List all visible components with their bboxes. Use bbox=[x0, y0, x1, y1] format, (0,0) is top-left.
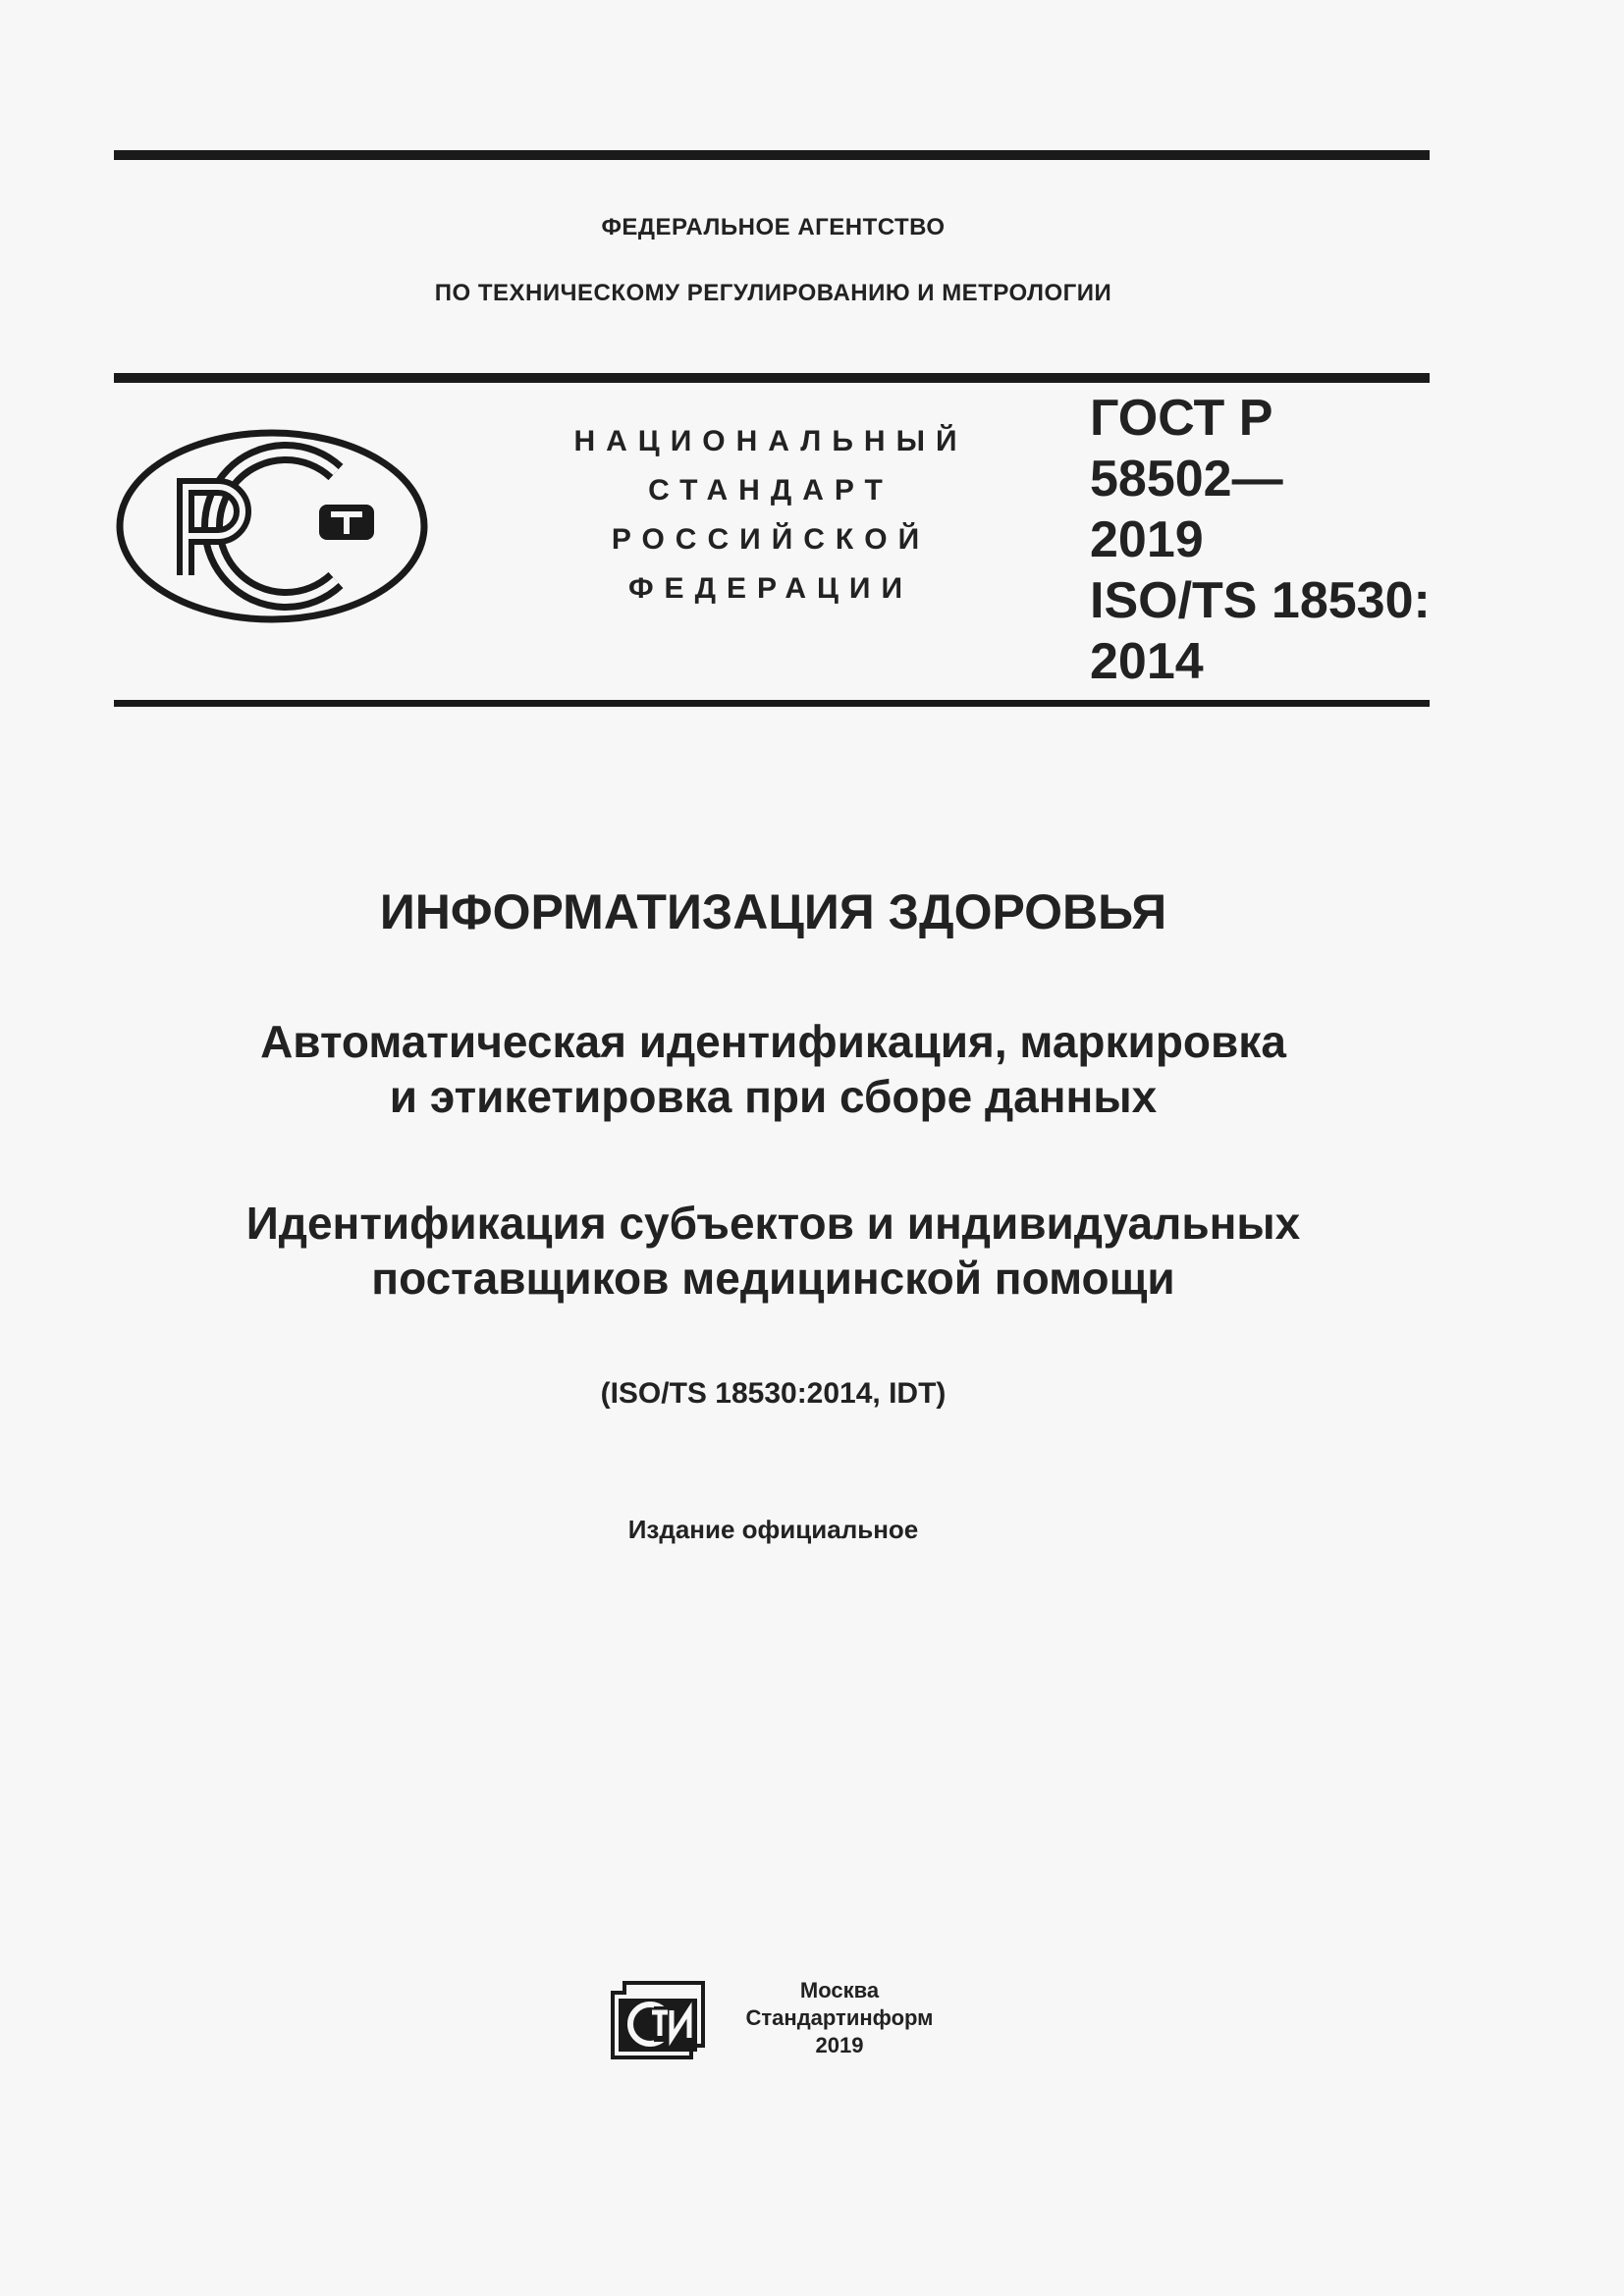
subtitle-2-line-1: Идентификация субъектов и индивидуальных bbox=[245, 1198, 1301, 1249]
publisher-block bbox=[722, 1977, 957, 2059]
designation-line: ISO/TS 18530: bbox=[1090, 572, 1431, 629]
edition-label: Издание официальное bbox=[627, 1515, 919, 1544]
designation-line: 2014 bbox=[1090, 633, 1204, 690]
subtitle-2 bbox=[0, 1196, 1546, 1306]
gost-r-certification-mark-icon bbox=[115, 428, 429, 629]
subtitle-1-line-2: и этикетировка при сборе данных bbox=[389, 1071, 1158, 1122]
publisher-year: 2019 bbox=[815, 2033, 864, 2057]
agency-line-1: ФЕДЕРАЛЬНОЕ АГЕНТСТВО bbox=[601, 214, 946, 240]
standard-designation bbox=[1090, 388, 1443, 692]
publisher-city: Москва bbox=[799, 1978, 880, 2002]
document-title: ИНФОРМАТИЗАЦИЯ ЗДОРОВЬЯ bbox=[379, 884, 1167, 939]
national-line: ФЕДЕРАЦИИ bbox=[627, 572, 914, 605]
designation-line: ГОСТ Р bbox=[1090, 390, 1273, 447]
subtitle-1 bbox=[0, 1014, 1546, 1124]
national-line: СТАНДАРТ bbox=[648, 474, 893, 507]
equivalence-note: (ISO/TS 18530:2014, IDT) bbox=[600, 1377, 947, 1410]
designation-line: 2019 bbox=[1090, 511, 1204, 568]
national-line: НАЦИОНАЛЬНЫЙ bbox=[573, 425, 968, 457]
designation-line: 58502— bbox=[1090, 451, 1283, 507]
subtitle-2-line-2: поставщиков медицинской помощи bbox=[371, 1253, 1175, 1304]
publisher-name: Стандартинформ bbox=[745, 2005, 934, 2030]
national-line: РОССИЙСКОЙ bbox=[611, 523, 931, 556]
national-standard-label bbox=[550, 417, 992, 614]
subtitle-1-line-1: Автоматическая идентификация, маркировка bbox=[260, 1016, 1286, 1067]
top-rule bbox=[114, 150, 1430, 160]
header-rule bbox=[114, 373, 1430, 383]
designation-rule bbox=[114, 700, 1430, 707]
standartinform-logo-icon bbox=[611, 1981, 705, 2064]
agency-line-2: ПО ТЕХНИЧЕСКОМУ РЕГУЛИРОВАНИЮ И МЕТРОЛОГИИ bbox=[434, 280, 1112, 306]
